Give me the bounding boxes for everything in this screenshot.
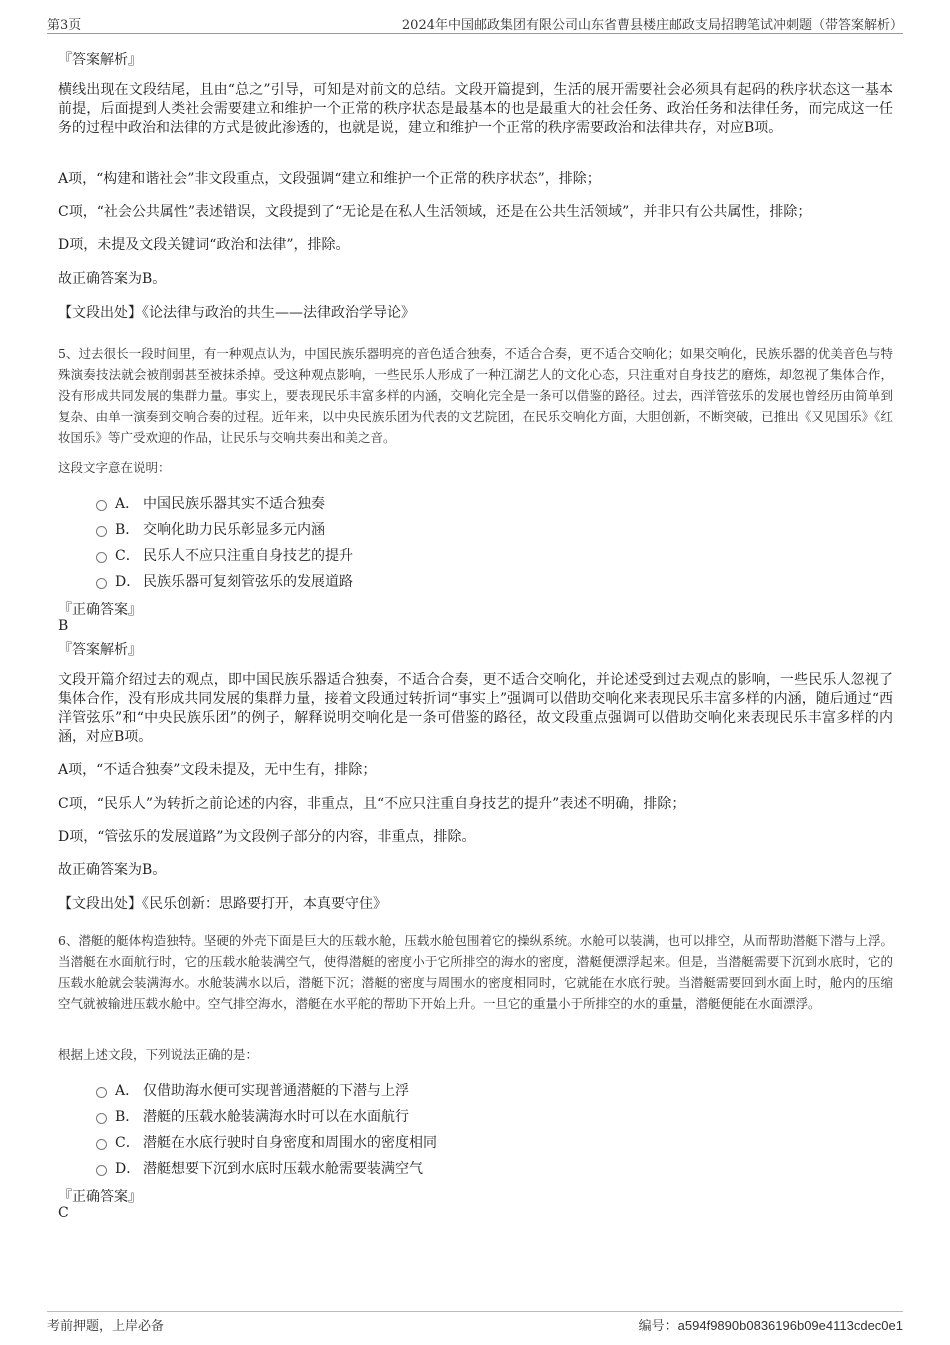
correct-answer-value: B — [58, 618, 69, 634]
question-6-prompt: 根据上述文段，下列说法正确的是： — [58, 1047, 259, 1062]
page-number: 第3页 — [47, 18, 82, 33]
radio-icon[interactable] — [96, 552, 107, 563]
question-5-stem: 5、过去很长一段时间里，有一种观点认为，中国民族乐器明亮的音色适合独奏，不适合合奏，更不适合交响化；如果交响化，民族乐器的优美音色与特殊演奏技法就会被削弱甚至被抹杀掉。受这种观点影响，一些民乐人形成了一种江湖艺人的文化心态，只注重对自身技艺的磨炼，却忽视了集体合作，没有形成共同发展的集群力量。事实上，要表现民乐丰富多样的内涵，交响化完全是一条可以借鉴的路径。过去，西洋管弦乐的发展也曾经历由简单到复杂、由单一演奏到交响合奏的过程。近年来，以中央民族乐团为代表的文艺院团，在民乐交响化方面，大胆创新，不断突破，已推出《又见国乐》《红妆国乐》等广受欢迎的作品，让民乐与交响共奏出和美之音。 — [58, 346, 893, 445]
answer-conclusion: 故正确答案为B。 — [58, 862, 167, 878]
analysis-option-c: C项，“民乐人”为转折之前论述的内容，非重点，且“不应只注重自身技艺的提升”表述不明确，排除； — [58, 796, 686, 812]
correct-answer-value: C — [58, 1205, 69, 1221]
question-5-option-a[interactable]: A． 中国民族乐器其实不适合独奏 — [96, 493, 325, 513]
radio-icon[interactable] — [96, 1139, 107, 1150]
radio-icon[interactable] — [96, 578, 107, 589]
source-citation: 【文段出处】《民乐创新：思路要打开，本真要守住》 — [58, 896, 387, 912]
analysis-option-a: A项，“构建和谐社会”非文段重点，文段强调“建立和维护一个正常的秩序状态”，排除； — [58, 171, 601, 187]
radio-icon[interactable] — [96, 1165, 107, 1176]
analysis-option-d: D项，未提及文段关键词“政治和法律”，排除。 — [58, 237, 350, 253]
question-5-option-d[interactable]: D． 民族乐器可复刻管弦乐的发展道路 — [96, 571, 353, 591]
question-5-option-b[interactable]: B． 交响化助力民乐彰显多元内涵 — [96, 519, 325, 539]
analysis-label: 『答案解析』 — [58, 642, 142, 658]
analysis-paragraph: 横线出现在文段结尾，且由“总之”引导，可知是对前文的总结。文段开篇提到，生活的展开需要社会必须具有起码的秩序状态这一基本前提，后面提到人类社会需要建立和维护一个正常的秩序状态是最基本的也是最重大的社会任务、政治任务和法律任务，而完成这一任务的过程中政治和法律的方式是彼此渗透的，也就是说，建立和维护一个正常的秩序需要政治和法律共存，对应B项。 — [58, 82, 893, 136]
radio-icon[interactable] — [96, 1087, 107, 1098]
analysis-option-d: D项，“管弦乐的发展道路”为文段例子部分的内容，非重点，排除。 — [58, 829, 476, 845]
page-footer — [47, 1311, 903, 1334]
question-6-option-a[interactable]: A． 仅借助海水便可实现普通潜艇的下潜与上浮 — [96, 1080, 409, 1100]
radio-icon[interactable] — [96, 500, 107, 511]
analysis-label: 『答案解析』 — [58, 52, 142, 68]
correct-answer-label: 『正确答案』 — [58, 602, 142, 618]
question-6-option-d[interactable]: D． 潜艇想要下沉到水底时压载水舱需要装满空气 — [96, 1158, 423, 1178]
question-6-option-b[interactable]: B． 潜艇的压载水舱装满海水时可以在水面航行 — [96, 1106, 409, 1126]
footer-slogan: 考前押题，上岸必备 — [47, 1319, 165, 1334]
question-6-stem: 6、潜艇的艇体构造独特。坚硬的外壳下面是巨大的压载水舱，压载水舱包围着它的操纵系统。水舱可以装满，也可以排空，从而帮助潜艇下潜与上浮。当潜艇在水面航行时，它的压载水舱装满空气，使得潜艇的密度小于它所排空的海水的密度，潜艇便漂浮起来。但是，当潜艇需要下沉到水底时，它的压载水舱就会装满海水。水舱装满水以后，潜艇下沉；潜艇的密度与周围水的密度相同时，它就能在水底行驶。当潜艇需要回到水面上时，舱内的压缩空气就被输进压载水舱中。空气排空海水，潜艇在水平舵的帮助下开始上升。一旦它的重量小于所排空的水的重量，潜艇便能在水面漂浮。 — [58, 933, 893, 1011]
document-code: 编号：a594f9890b0836196b09e4113cdec0e1 — [638, 1318, 903, 1334]
radio-icon[interactable] — [96, 526, 107, 537]
radio-icon[interactable] — [96, 1113, 107, 1124]
question-6-option-c[interactable]: C． 潜艇在水底行驶时自身密度和周围水的密度相同 — [96, 1132, 437, 1152]
correct-answer-label: 『正确答案』 — [58, 1189, 142, 1205]
question-5-option-c[interactable]: C． 民乐人不应只注重自身技艺的提升 — [96, 545, 353, 565]
question-5-prompt: 这段文字意在说明： — [58, 460, 171, 475]
document-title: 2024年中国邮政集团有限公司山东省曹县楼庄邮政支局招聘笔试冲刺题（带答案解析） — [401, 18, 903, 33]
answer-conclusion: 故正确答案为B。 — [58, 271, 167, 287]
analysis-paragraph: 文段开篇介绍过去的观点，即中国民族乐器适合独奏，不适合合奏，更不适合交响化，并论述受到过去观点的影响，一些民乐人忽视了集体合作，没有形成共同发展的集群力量，接着文段通过转折词“事实上”强调可以借助交响化来表现民乐丰富多样的内涵，随后通过“西洋管弦乐”和“中央民族乐团”的例子，解释说明交响化是一条可借鉴的路径，故文段重点强调可以借助交响化来表现民乐丰富多样的内涵，对应B项。 — [58, 672, 893, 745]
page-header — [47, 13, 903, 34]
analysis-option-c: C项，“社会公共属性”表述错误，文段提到了“无论是在私人生活领域，还是在公共生活领域”，并非只有公共属性，排除； — [58, 204, 812, 220]
analysis-option-a: A项，“不适合独奏”文段未提及，无中生有，排除； — [58, 762, 377, 778]
source-citation: 【文段出处】《论法律与政治的共生——法律政治学导论》 — [58, 305, 415, 321]
